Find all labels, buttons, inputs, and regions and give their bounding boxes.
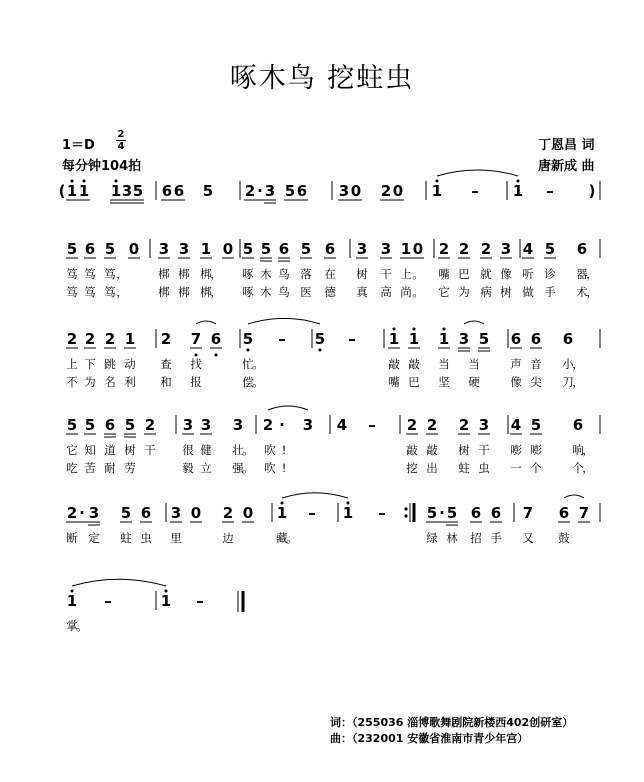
note: 5 [202,182,214,200]
octave-dot-high [393,328,396,331]
lyric-syllable: 落 [300,267,312,281]
note: 1 [342,504,354,522]
note: · [279,416,285,434]
note: 2 [104,330,116,348]
lyric-syllable: ， [582,443,594,457]
lyric-syllable: ， [572,357,584,371]
lyric-syllable: 啄 [242,267,254,281]
note: 3 [302,416,314,434]
lyric-syllable: 林 [446,531,458,545]
note: 3 [170,504,182,522]
note: 2 [84,330,96,348]
lyric-syllable-verse2: 医 [300,285,312,299]
lyric-syllable: 干 [144,443,156,457]
lyric-syllable: 道 [104,443,116,457]
tie-slur [282,493,348,498]
note: 6 [558,504,570,522]
lyric-syllable: 像 [500,267,512,281]
paren: ) [588,182,596,200]
note: 4 [522,240,534,258]
octave-dot-low [319,349,322,352]
lyric-syllable-verse2: 为 [84,375,96,389]
octave-dot-high [115,180,118,183]
note: 5 [242,240,254,258]
note: 6 [173,182,185,200]
lyric-syllable-verse2: 梆 [158,285,170,299]
lyric-syllable: 动 [124,357,136,371]
note: 5 [124,416,136,434]
note: 2 [244,182,256,200]
note: 0 [222,240,234,258]
tie-slur [564,495,584,498]
note: 5 [104,240,116,258]
lyric-syllable-verse2: 吃 [66,461,78,475]
octave-dot-high [413,328,416,331]
note: 3 [500,240,512,258]
lyric-syllable: 蛀 [120,531,132,545]
lyric-syllable-verse2: 嘴 [388,375,400,389]
note: 3 [264,182,276,200]
lyric-syllable-verse2: 和 [160,375,172,389]
note: 2 [144,416,156,434]
dash-extension: – [471,182,479,200]
lyric-syllable: 树 [124,443,136,457]
note: 3 [338,182,350,200]
dash-extension: – [104,592,112,610]
note: 6 [470,504,482,522]
lyric-syllable: 当 [438,357,450,371]
lyric-syllable: 。 [412,267,424,281]
octave-dot-high [347,502,350,505]
lyric-syllable: 木 [260,267,272,281]
lyric-syllable: 虫 [140,531,152,545]
note: 1 [276,504,288,522]
note: 6 [510,330,522,348]
note: 3 [232,416,244,434]
lyric-syllable: 梆 [178,267,190,281]
lyric-syllable: 树 [356,267,368,281]
note: 6 [140,504,152,522]
lyric-syllable-verse2: ， [586,285,598,299]
song-title: 啄木鸟 挖蛀虫 [229,63,415,94]
note: 1 [200,240,212,258]
lyric-syllable: 手 [490,531,502,545]
lyric-syllable: 诊 [544,267,556,281]
lyric-syllable: ! [281,443,287,457]
lyric-syllable-verse2: 毅 [182,461,194,475]
paren: ( [58,182,66,200]
lyric-syllable: 绿 [426,531,438,545]
note: 5 [66,240,78,258]
lyric-syllable: 笃 [66,267,78,281]
lyric-syllable-verse2: 。 [242,461,254,475]
lyric-syllable: 。 [242,443,254,457]
note: 2 [160,330,172,348]
note: 6 [490,504,502,522]
note: 7 [522,504,534,522]
lyric-syllable-verse2: 巴 [408,375,420,389]
note: 3 [88,504,100,522]
note: 6 [530,330,542,348]
lyric-syllable: 跳 [104,357,116,371]
time-signature-top: 2 [117,129,125,140]
tie-slur [196,321,216,324]
tie-slur [437,170,518,176]
lyric-syllable: 响 [572,443,584,457]
lyric-syllable: 藏 [276,531,288,545]
octave-dot-high [436,180,439,183]
note: 5 [260,240,272,258]
lyric-syllable-verse2: 为 [458,285,470,299]
lyric-syllable-verse2: 挖 [406,461,418,475]
note: 3 [380,240,392,258]
lyric-syllable: 当 [468,357,480,371]
lyric-syllable: 巴 [458,267,470,281]
repeat-dot [404,514,407,517]
lyric-syllable: 梆 [200,267,212,281]
note: 1 [512,182,524,200]
lyric-syllable-verse2: 报 [190,375,202,389]
note: 2 [262,416,274,434]
note: 0 [412,240,424,258]
lyric-syllable-verse2: 真 [356,285,368,299]
note: 5 [530,416,542,434]
note: 1 [110,182,122,200]
lyric-syllable: ， [116,267,128,281]
note: 1 [78,182,90,200]
note: 6 [296,182,308,200]
lyric-syllable-verse2: ， [210,285,222,299]
lyric-syllable: 定 [88,531,100,545]
note: 2 [66,330,78,348]
note: 5 [314,330,326,348]
lyric-syllable: 树 [458,443,470,457]
lyric-syllable-verse2: 虫 [478,461,490,475]
lyric-syllable-verse2: 强 [232,461,244,475]
note: 5 [132,182,144,200]
note: 1 [388,330,400,348]
lyric-syllable-verse2: 刀 [562,375,574,389]
lyric-syllable-verse2: 硬 [468,375,480,389]
lyric-syllable: 嘭 [530,443,542,457]
tie-slur [72,579,166,586]
note: 2 [480,240,492,258]
note: 6 [210,330,222,348]
lyric-syllable-verse2: 啄 [242,285,254,299]
dash-extension: – [368,416,376,434]
lyric-syllable-verse2: 出 [426,461,438,475]
time-signature-bottom: 4 [117,141,125,152]
lyric-syllable: 里 [170,531,182,545]
lyric-syllable-verse2: 一 [510,461,522,475]
lyric-syllable-verse2: 术 [576,285,588,299]
note: 1 [438,330,450,348]
note: 3 [200,416,212,434]
note: 2 [438,240,450,258]
lyric-syllable-verse2: 立 [200,461,212,475]
lyric-syllable-verse2: ， [582,461,594,475]
lyric-syllable-verse2: 笃 [104,285,116,299]
note: 1 [160,592,172,610]
lyric-syllable: 嘴 [438,267,450,281]
composer-credit: 唐新成 曲 [538,159,595,174]
lyric-syllable-verse2: 。 [412,285,424,299]
dash-extension: – [308,504,316,522]
lyric-syllable-verse2: 不 [66,375,78,389]
lyric-syllable: 上 [400,267,412,281]
note: 3 [121,182,133,200]
note: · [79,504,85,522]
lyric-syllable: 查 [160,357,172,371]
lyric-syllable: 笃 [104,267,116,281]
lyric-syllable: 断 [66,531,78,545]
lyric-syllable: 敲 [406,443,418,457]
lyric-syllable-verse2: 高 [380,285,392,299]
lyric-syllable-verse2: 梆 [200,285,212,299]
lyric-syllable-verse2: 名 [104,375,116,389]
note: 6 [562,330,574,348]
note: 2 [458,240,470,258]
note: 1 [124,330,136,348]
lyric-syllable: 掌 [66,619,78,633]
lyric-syllable: 吹 [264,443,276,457]
lyric-syllable: 敲 [426,443,438,457]
lyric-syllable: 在 [324,267,336,281]
lyric-syllable: 招 [470,531,482,545]
lyric-syllable: 。 [76,619,88,633]
note: 2 [406,416,418,434]
lyric-syllable: 嘭 [510,443,522,457]
note: 1 [66,182,78,200]
repeat-dot [404,507,407,510]
octave-dot-high [165,590,168,593]
lyric-syllable: 干 [478,443,490,457]
octave-dot-high [443,328,446,331]
note: 0 [128,240,140,258]
note: 3 [182,416,194,434]
lyric-syllable: 干 [380,267,392,281]
note: 1 [431,182,443,200]
lyricist-credit: 丁恩昌 词 [538,138,595,153]
lyric-syllable-verse2: 鸟 [278,285,290,299]
note: 2 [66,504,78,522]
lyric-syllable: 下 [84,357,96,371]
note: 6 [576,240,588,258]
note: · [257,182,263,200]
lyric-syllable: 鼓 [558,531,570,545]
note: 3 [178,240,190,258]
note: 6 [161,182,173,200]
note: 5 [544,240,556,258]
note: 6 [84,240,96,258]
lyric-syllable-verse2: 笃 [84,285,96,299]
note: 6 [572,416,584,434]
lyric-syllable: 梆 [158,267,170,281]
lyric-syllable-verse2: 坚 [438,375,450,389]
note: 6 [278,240,290,258]
dash-extension: – [378,504,386,522]
lyric-syllable: 找 [190,357,202,371]
lyric-syllable-verse2: 个 [530,461,542,475]
octave-dot-high [71,590,74,593]
octave-dot-high [71,180,74,183]
lyric-syllable: 很 [182,443,194,457]
lyric-syllable: 声 [510,357,522,371]
lyric-syllable: 笃 [84,267,96,281]
composer-address: 曲：（232001 安徽省淮南市青少年宫） [330,732,529,745]
lyric-syllable: 边 [222,531,234,545]
dash-extension: – [348,330,356,348]
lyric-syllable-verse2: 做 [522,285,534,299]
note: 4 [336,416,348,434]
lyric-syllable: 敲 [388,357,400,371]
lyric-syllable-verse2: 蛀 [458,461,470,475]
lyric-syllable: ， [210,267,222,281]
lyric-syllable-verse2: 树 [500,285,512,299]
tie-slur [268,406,308,410]
lyric-syllable-verse2: 尚 [400,285,412,299]
note: 5 [300,240,312,258]
lyric-syllable-verse2: 它 [438,285,450,299]
note: 2 [458,416,470,434]
octave-dot-high [281,502,284,505]
lyricist-address: 词：（255036 淄博歌舞剧院新楼西402创研室） [330,716,574,729]
lyric-syllable: 又 [522,531,534,545]
lyric-syllable: 。 [286,531,298,545]
lyric-syllable-verse2: 利 [124,375,136,389]
lyric-syllable: 听 [522,267,534,281]
lyric-syllable: 健 [200,443,212,457]
note: 5 [284,182,296,200]
tempo-marking: 每分钟104拍 [62,159,142,174]
lyric-syllable: 壮 [232,443,244,457]
lyric-syllable-verse2: 苦 [84,461,96,475]
note: 0 [190,504,202,522]
note: 7 [578,504,590,522]
lyric-syllable: 敲 [408,357,420,371]
note: 0 [392,182,404,200]
lyric-syllable: 忙 [242,357,254,371]
note: 5 [426,504,438,522]
lyric-syllable-verse2: 。 [252,375,264,389]
lyric-syllable: 器 [576,267,588,281]
note: 5 [84,416,96,434]
lyric-syllable-verse2: 病 [480,285,492,299]
note: 5 [120,504,132,522]
octave-dot-high [517,180,520,183]
dash-extension: – [196,592,204,610]
key-signature: 1＝D [62,138,95,153]
note: 5 [478,330,490,348]
note: 2 [380,182,392,200]
note: 1 [66,592,78,610]
lyric-syllable: ， [586,267,598,281]
note: 0 [350,182,362,200]
octave-dot-low [247,349,250,352]
note: 3 [478,416,490,434]
note: 2 [222,504,234,522]
lyric-syllable-verse2: 手 [544,285,556,299]
lyric-syllable-verse2: 尖 [530,375,542,389]
note: 3 [158,240,170,258]
lyric-syllable-verse2: 偿 [242,375,254,389]
octave-dot-low [215,354,218,357]
note: 5 [446,504,458,522]
lyric-syllable-verse2: 劳 [124,461,136,475]
note: 1 [408,330,420,348]
note: 3 [356,240,368,258]
dash-extension: – [278,330,286,348]
note: 2 [426,416,438,434]
lyric-syllable-verse2: ， [116,285,128,299]
note: 6 [324,240,336,258]
note: 7 [190,330,202,348]
lyric-syllable: 就 [480,267,492,281]
lyric-syllable-verse2: 吹 [264,461,276,475]
lyric-syllable-verse2: 耐 [104,461,116,475]
lyric-syllable: 小 [562,357,574,371]
note: 3 [458,330,470,348]
lyric-syllable-verse2: 像 [510,375,522,389]
lyric-syllable: 。 [252,357,264,371]
note: · [439,504,445,522]
lyric-syllable: 音 [530,357,542,371]
note: 0 [242,504,254,522]
note: 4 [510,416,522,434]
lyric-syllable-verse2: 个 [572,461,584,475]
lyric-syllable-verse2: 德 [324,285,336,299]
lyric-syllable: 上 [66,357,78,371]
dash-extension: – [546,182,554,200]
lyric-syllable: 知 [84,443,96,457]
note: 5 [66,416,78,434]
octave-dot-high [83,180,86,183]
lyric-syllable-verse2: ， [572,375,584,389]
lyric-syllable: 鸟 [278,267,290,281]
tie-slur [248,318,320,324]
lyric-syllable-verse2: 梆 [178,285,190,299]
lyric-syllable-verse2: 笃 [66,285,78,299]
note: 5 [242,330,254,348]
tie-slur [464,321,484,324]
lyric-syllable-verse2: 木 [260,285,272,299]
note: 1 [400,240,412,258]
note: 6 [104,416,116,434]
lyric-syllable: 它 [66,443,78,457]
lyric-syllable-verse2: ! [281,461,287,475]
